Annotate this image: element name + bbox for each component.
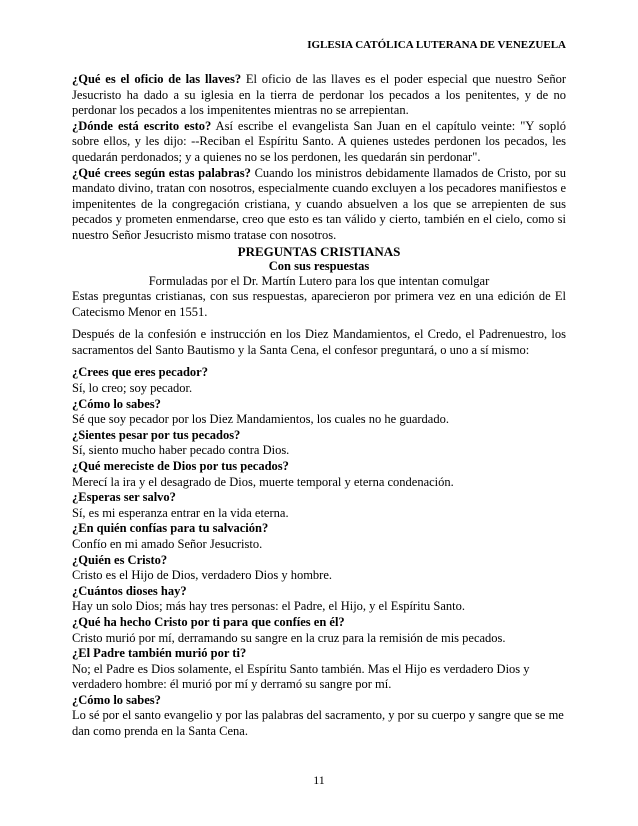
qa-question: ¿Quién es Cristo?	[72, 552, 168, 567]
qa-answer: Sí, siento mucho haber pecado contra Dios.	[72, 443, 290, 458]
intro-answer: Cuando los ministros debidamente llamados de Cristo, por su mandato divino, tratan con nosotros, especialmente cuando excluyen a los pecadores manifiestos e impenitentes de la congregación cristiana, y cuando absuelven a los que se arrepienten de sus pecados y prometen enmendarse, creo que esto es tan válido y cierto, también en el cielo, como si nuestro Señor Jesucristo mismo tratase con nosotros.	[72, 165, 566, 242]
section-byline: Formuladas por el Dr. Martín Lutero para los que intentan comulgar	[148, 274, 490, 289]
qa-question: ¿En quién confías para tu salvación?	[72, 521, 269, 536]
qa-answer: Confío en mi amado Señor Jesucristo.	[72, 536, 263, 551]
page-number: 11	[313, 773, 325, 787]
qa-answer: Sí, es mi esperanza entrar en la vida eterna.	[72, 505, 289, 520]
intro-answer: Así escribe el evangelista San Juan en el capítulo veinte: "Y sopló sobre ellos, y les dijo: --Reciban el Espíritu Santo. A quienes ustedes perdonen los pecados, les quedarán perdonados; y a quienes no se los perdonen, les quedarán sin perdonar".	[72, 118, 566, 164]
qa-question: ¿Qué ha hecho Cristo por ti para que confíes en él?	[72, 614, 345, 629]
qa-question: ¿Crees que eres pecador?	[72, 365, 208, 380]
section-paragraph: Estas preguntas cristianas, con sus respuestas, aparecieron por primera vez en una edición de El Catecismo Menor en 1551.	[72, 289, 566, 319]
page-content	[72, 72, 566, 740]
intro-question: ¿Qué es el oficio de las llaves?	[72, 72, 242, 86]
qa-answer: Lo sé por el santo evangelio y por las palabras del sacramento, y por su cuerpo y sangre que se me dan como prenda en la Santa Cena.	[72, 708, 564, 739]
qa-question: ¿Sientes pesar por tus pecados?	[72, 427, 241, 442]
qa-question: ¿Cuántos dioses hay?	[72, 583, 187, 598]
page-header: IGLESIA CATÓLICA LUTERANA DE VENEZUELA	[307, 39, 566, 51]
qa-list	[72, 365, 566, 739]
section-subtitle: Con sus respuestas	[268, 259, 370, 274]
qa-question: ¿Esperas ser salvo?	[72, 490, 176, 505]
section-paragraph: Después de la confesión e instrucción en los Diez Mandamientos, el Credo, el Padrenuestro, los sacramentos del Santo Bautismo y la Santa Cena, el confesor preguntará, o uno a sí mismo:	[72, 327, 566, 357]
section-title: PREGUNTAS CRISTIANAS	[237, 243, 401, 259]
intro-paragraph	[72, 119, 566, 166]
qa-answer: Cristo murió por mí, derramando su sangre en la cruz para la remisión de mis pecados.	[72, 630, 506, 645]
intro-paragraph	[72, 72, 566, 119]
qa-answer: No; el Padre es Dios solamente, el Espíritu Santo también. Mas el Hijo es verdadero Dios y verdadero hombre: él murió por mí y derramó su sangre por mí.	[72, 661, 530, 692]
intro-answer: El oficio de las llaves es el poder especial que nuestro Señor Jesucristo ha dado a su iglesia en la tierra de perdonar los pecados a los penitentes, y de no perdonar los pecados a los impenitentes mientras no se arrepientan.	[72, 72, 567, 118]
qa-question: ¿Qué mereciste de Dios por tus pecados?	[72, 458, 289, 473]
qa-answer: Sí, lo creo; soy pecador.	[72, 381, 193, 395]
qa-answer: Sé que soy pecador por los Diez Mandamientos, los cuales no he guardado.	[72, 412, 449, 427]
qa-answer: Merecí la ira y el desagrado de Dios, muerte temporal y eterna condenación.	[72, 474, 454, 489]
qa-question: ¿Cómo lo sabes?	[72, 692, 161, 707]
intro-question: ¿Dónde está escrito esto?	[72, 118, 212, 133]
intro-question: ¿Qué crees según estas palabras?	[72, 165, 251, 180]
intro-paragraph	[72, 166, 566, 244]
qa-answer: Hay un solo Dios; más hay tres personas: el Padre, el Hijo, y el Espíritu Santo.	[72, 599, 465, 614]
qa-question: ¿El Padre también murió por ti?	[72, 646, 247, 661]
qa-answer: Cristo es el Hijo de Dios, verdadero Dios y hombre.	[72, 568, 333, 583]
qa-question: ¿Cómo lo sabes?	[72, 396, 161, 411]
